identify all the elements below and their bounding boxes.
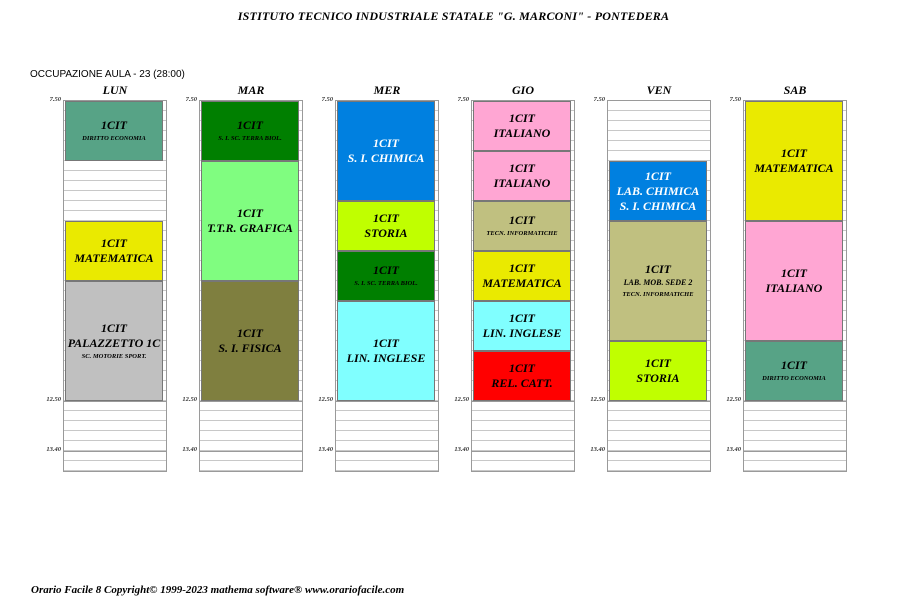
day-name: MAR [237, 83, 265, 97]
lesson-class: 1CIT [508, 361, 535, 375]
day-column-lun [46, 82, 167, 472]
lesson-subject: TECN. INFORMATICHE [622, 291, 694, 298]
lesson-class: 1CIT [508, 111, 535, 125]
lesson-class: 1CIT [236, 118, 263, 132]
time-label: 13.40 [318, 446, 333, 453]
time-label: 12.50 [46, 396, 61, 403]
slot-separator [744, 451, 846, 452]
day-column-mer [318, 82, 439, 472]
lesson-class: 1CIT [508, 261, 535, 275]
lesson-class: 1CIT [100, 320, 127, 335]
lesson-subject: MATEMATICA [482, 276, 562, 290]
lesson-class: 1CIT [644, 356, 671, 370]
time-label: 7.50 [457, 96, 469, 103]
lesson-block[interactable] [473, 101, 571, 151]
day-column-gio [454, 82, 575, 472]
lesson-block[interactable] [337, 201, 435, 251]
day-name: MER [373, 83, 401, 97]
lesson-subject: ITALIANO [493, 176, 551, 190]
day-column-mar [182, 82, 303, 472]
slot-separator [64, 401, 166, 402]
time-label: 12.50 [726, 396, 741, 403]
footer-copyright: Orario Facile 8 Copyright© 1999-2023 mathema software® www.orariofacile.com [31, 584, 405, 596]
lesson-subject: S. I. SC. TERRA BIOL. [354, 280, 418, 287]
lesson-block[interactable] [201, 101, 299, 161]
time-label: 12.50 [182, 396, 197, 403]
lesson-block[interactable] [609, 221, 707, 341]
lesson-subject: ITALIANO [493, 126, 551, 140]
day-slots [607, 100, 711, 472]
lesson-block[interactable] [201, 161, 299, 281]
lesson-block[interactable] [65, 221, 163, 281]
lesson-subject: LAB. CHIMICA [616, 183, 700, 198]
day-slots [199, 100, 303, 472]
slot-separator [336, 401, 438, 402]
time-label: 13.40 [454, 446, 469, 453]
lesson-subject: S. I. SC. TERRA BIOL. [218, 135, 282, 142]
page-title: ISTITUTO TECNICO INDUSTRIALE STATALE "G. MARCONI" - PONTEDERA [237, 9, 670, 23]
lesson-class: 1CIT [236, 326, 263, 340]
lesson-subject: STORIA [364, 226, 408, 240]
time-label: 7.50 [321, 96, 333, 103]
lesson-subject: REL. CATT. [491, 376, 553, 390]
lesson-class: 1CIT [644, 168, 671, 183]
time-label: 12.50 [318, 396, 333, 403]
lesson-block[interactable] [473, 201, 571, 251]
time-label: 12.50 [454, 396, 469, 403]
lesson-class: 1CIT [780, 358, 807, 372]
day-name: VEN [646, 83, 672, 97]
lesson-subject: T.T.R. GRAFICA [207, 221, 293, 235]
day-name: SAB [783, 83, 807, 97]
lesson-subject: STORIA [636, 371, 680, 385]
lesson-block[interactable] [745, 341, 843, 401]
slot-separator [472, 451, 574, 452]
lesson-class: 1CIT [372, 136, 399, 150]
lesson-block[interactable] [473, 351, 571, 401]
day-name: LUN [102, 83, 128, 97]
slot-separator [608, 451, 710, 452]
slot-separator [744, 401, 846, 402]
lesson-class: 1CIT [100, 236, 127, 250]
lesson-subject: MATEMATICA [74, 251, 154, 265]
day-slots [471, 100, 575, 472]
lesson-class: 1CIT [372, 336, 399, 350]
lesson-subject: TECN. INFORMATICHE [486, 230, 558, 237]
slot-separator [64, 451, 166, 452]
day-slots [335, 100, 439, 472]
slot-separator [200, 451, 302, 452]
slot-separator [472, 401, 574, 402]
time-label: 7.50 [729, 96, 741, 103]
lesson-subject: LIN. INGLESE [482, 326, 562, 340]
lesson-class: 1CIT [644, 262, 671, 276]
time-label: 13.40 [46, 446, 61, 453]
day-slots [743, 100, 847, 472]
lesson-class: 1CIT [508, 161, 535, 175]
lesson-block[interactable] [337, 101, 435, 201]
lesson-subject: LAB. MOB. SEDE 2 [623, 278, 693, 287]
lesson-block[interactable] [201, 281, 299, 401]
lesson-class: 1CIT [372, 211, 399, 225]
lesson-subject: DIRITTO ECONOMIA [82, 135, 146, 142]
lesson-subject: MATEMATICA [754, 161, 834, 175]
lesson-subject: SC. MOTORIE SPORT. [81, 352, 147, 360]
day-column-ven [590, 82, 711, 472]
lesson-block[interactable] [337, 301, 435, 401]
lesson-subject: ITALIANO [765, 281, 823, 295]
lesson-block[interactable] [609, 161, 707, 221]
time-label: 12.50 [590, 396, 605, 403]
lesson-subject: LIN. INGLESE [346, 351, 426, 365]
lesson-subject: PALAZZETTO 1C [67, 335, 161, 350]
lesson-class: 1CIT [780, 266, 807, 280]
lesson-block[interactable] [745, 221, 843, 341]
lesson-subject: S. I. CHIMICA [619, 198, 697, 213]
lesson-class: 1CIT [372, 263, 399, 277]
lesson-block[interactable] [609, 341, 707, 401]
day-slots [63, 100, 167, 472]
day-column-sab [726, 82, 847, 472]
lesson-block[interactable] [473, 301, 571, 351]
lesson-class: 1CIT [508, 311, 535, 325]
lesson-subject: S. I. FISICA [218, 341, 282, 355]
time-label: 7.50 [185, 96, 197, 103]
lesson-block[interactable] [473, 251, 571, 301]
lesson-block[interactable] [65, 101, 163, 161]
slot-separator [608, 401, 710, 402]
room-occupancy-subtitle: OCCUPAZIONE AULA - 23 (28:00) [30, 69, 185, 80]
lesson-subject: DIRITTO ECONOMIA [762, 375, 826, 382]
time-label: 13.40 [590, 446, 605, 453]
lesson-block[interactable] [745, 101, 843, 221]
lesson-block[interactable] [337, 251, 435, 301]
lesson-class: 1CIT [508, 213, 535, 227]
lesson-block[interactable] [65, 281, 163, 401]
lesson-block[interactable] [473, 151, 571, 201]
slot-separator [336, 451, 438, 452]
lesson-class: 1CIT [780, 146, 807, 160]
lesson-subject: S. I. CHIMICA [347, 151, 425, 165]
slot-separator [200, 401, 302, 402]
day-name: GIO [511, 83, 534, 97]
lesson-class: 1CIT [100, 118, 127, 132]
time-label: 7.50 [593, 96, 605, 103]
lesson-class: 1CIT [236, 206, 263, 220]
time-label: 7.50 [49, 96, 61, 103]
time-label: 13.40 [726, 446, 741, 453]
time-label: 13.40 [182, 446, 197, 453]
